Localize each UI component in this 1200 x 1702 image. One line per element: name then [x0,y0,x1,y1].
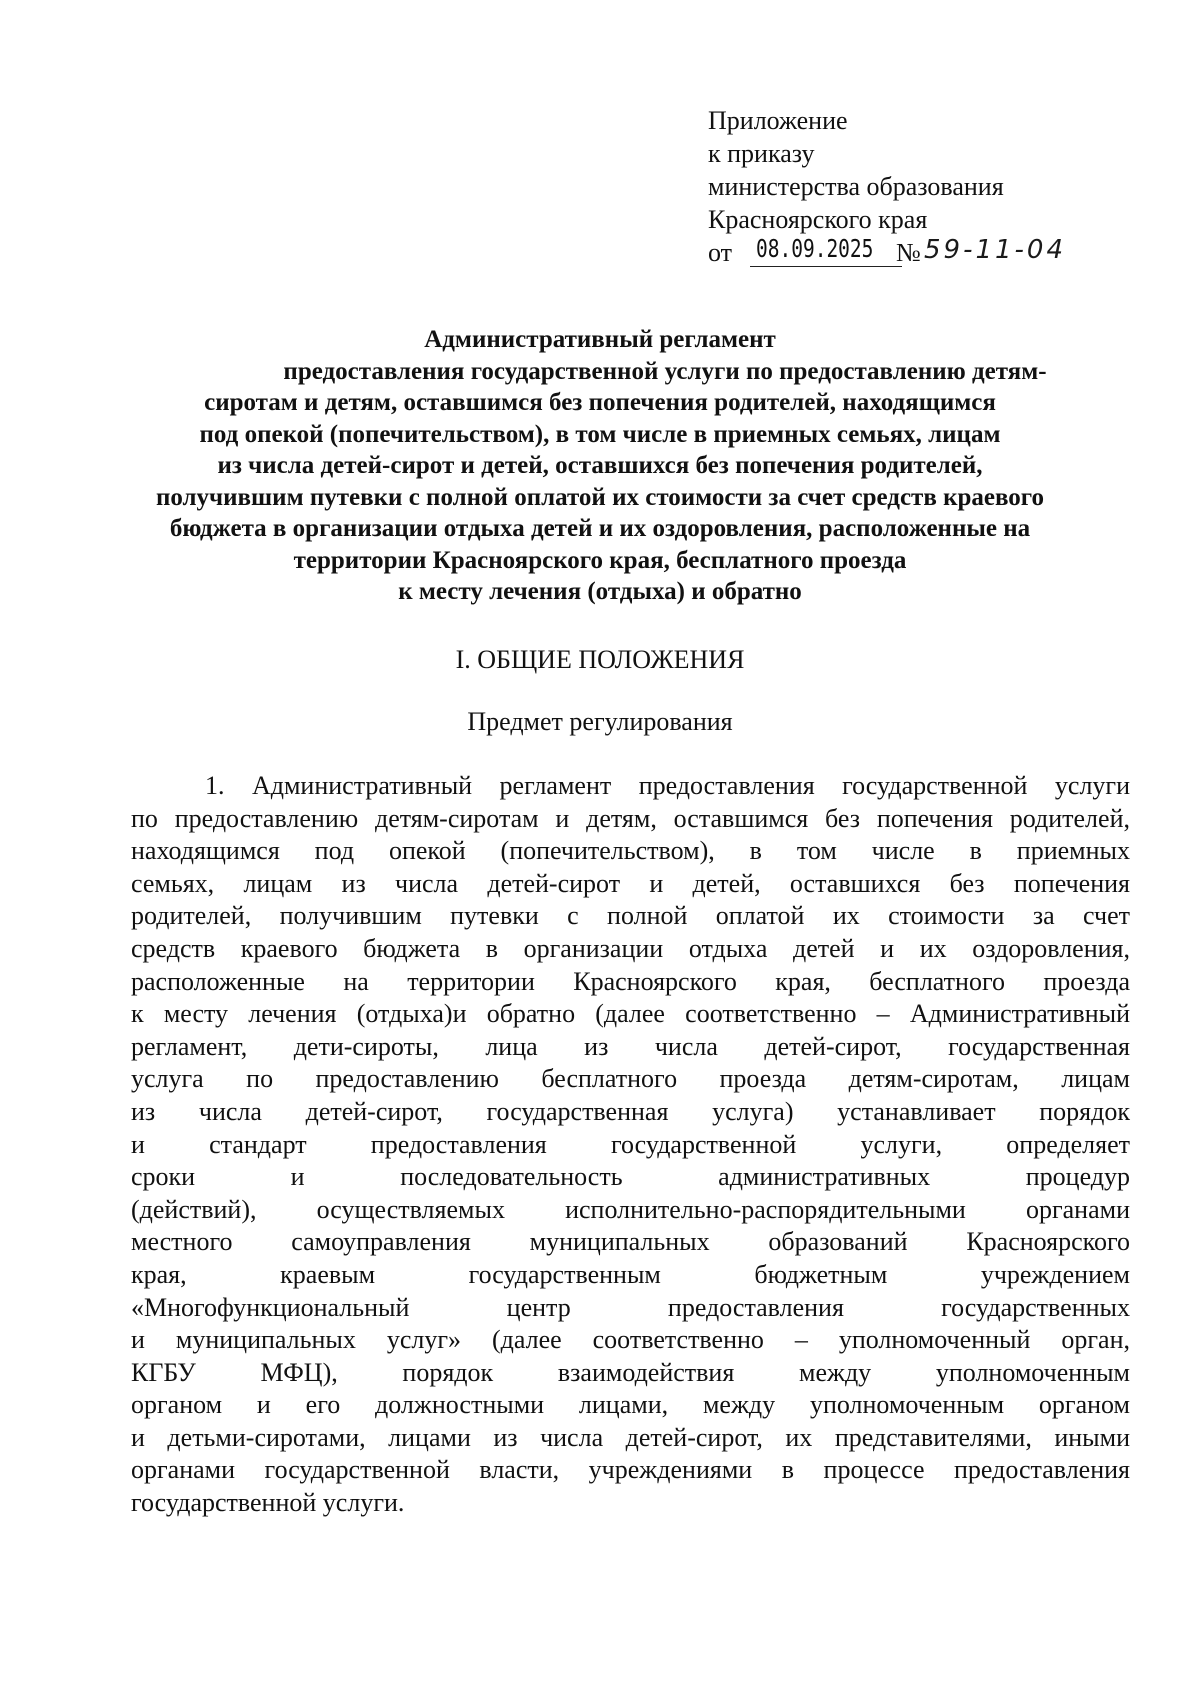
title-line: под опекой (попечительством), в том числе в приемных семьях, лицам [199,420,1001,448]
paragraph-line: «Многофункциональный центр предоставления государственных [131,1292,1130,1322]
paragraph-line: к месту лечения (отдыха)и обратно (далее соответственно – Административный [131,999,1130,1029]
paragraph-line: (действий), осуществляемых исполнительно-распорядительными органами [131,1194,1130,1224]
paragraph-line: КГБУ МФЦ), порядок взаимодействия между уполномоченным [131,1357,1130,1387]
annex-line-1: Приложение [708,106,848,135]
paragraph-line: органами государственной власти, учреждениями в процессе предоставления [131,1455,1130,1485]
section-heading: I. ОБЩИЕ ПОЛОЖЕНИЯ [455,645,745,674]
date-prefix: от [708,238,733,267]
paragraph-line: и муниципальных услуг» (далее соответственно – уполномоченный орган, [131,1325,1130,1355]
number-sign: № [896,238,921,267]
paragraph-line: по предоставлению детям-сиротам и детям, оставшимся без попечения родителей, [131,803,1130,833]
paragraph-line: местного самоуправления муниципальных образований Красноярского [131,1227,1130,1257]
paragraph-line: из числа детей-сирот, государственная услуга) устанавливает порядок [131,1096,1130,1126]
date-underline [750,266,902,267]
annex-line-2: к приказу [708,139,815,168]
paragraph-line: органом и его должностными лицами, между уполномоченным органом [131,1390,1130,1420]
paragraph-line: края, краевым государственным бюджетным учреждением [131,1259,1130,1289]
title-line: Административный регламент [424,326,776,353]
document-title [100,324,1100,608]
paragraph-line: и детьми-сиротами, лицами из числа детей-сирот, их представителями, иными [131,1422,1130,1452]
paragraph-line: регламент, дети-сироты, лица из числа детей-сирот, государственная [131,1031,1130,1061]
subheading: Предмет регулирования [467,707,733,736]
paragraph-line: родителей, получившим путевки с полной оплатой их стоимости за счет [131,901,1130,931]
paragraph-line: средств краевого бюджета в организации отдыха детей и их оздоровления, [131,933,1130,963]
annex-line-3: министерства образования [708,172,1004,201]
title-line: из числа детей-сирот и детей, оставшихся без попечения родителей, [217,452,983,479]
title-line: предоставления государственной услуги по предоставлению детям- [283,357,1047,385]
title-line: сиротам и детям, оставшимся без попечения родителей, находящимся [204,389,996,416]
title-line: бюджета в организации отдыха детей и их оздоровления, расположенные на [169,515,1031,542]
title-line: получившим путевки с полной оплатой их стоимости за счет средств краевого [155,483,1045,511]
paragraph-line: сроки и последовательность административных процедур [131,1162,1130,1192]
paragraph-line: услуга по предоставлению бесплатного проезда детям-сиротам, лицам [131,1064,1130,1094]
order-date-stamp: 08.09.2025 [756,234,874,263]
order-number-handwritten: 59-11-04 [924,235,1067,265]
paragraph-line: и стандарт предоставления государственной услуги, определяет [131,1129,1130,1159]
annex-line-4: Красноярского края [708,205,928,234]
order-date-line [708,234,1067,269]
paragraph-line: семьях, лицам из числа детей-сирот и детей, оставшихся без попечения [131,868,1130,898]
paragraph-line: расположенные на территории Красноярского края, бесплатного проезда [131,966,1130,996]
paragraph-line: находящимся под опекой (попечительством), в том числе в приемных [131,836,1130,866]
paragraph-1 [131,770,1130,1520]
paragraph-line: 1. Административный регламент предоставления государственной услуги [205,771,1130,800]
paragraph-line: государственной услуги. [131,1488,405,1518]
title-line: к месту лечения (отдыха) и обратно [398,578,802,605]
annex-block [708,104,1067,269]
title-line: территории Красноярского края, бесплатного проезда [293,546,907,574]
